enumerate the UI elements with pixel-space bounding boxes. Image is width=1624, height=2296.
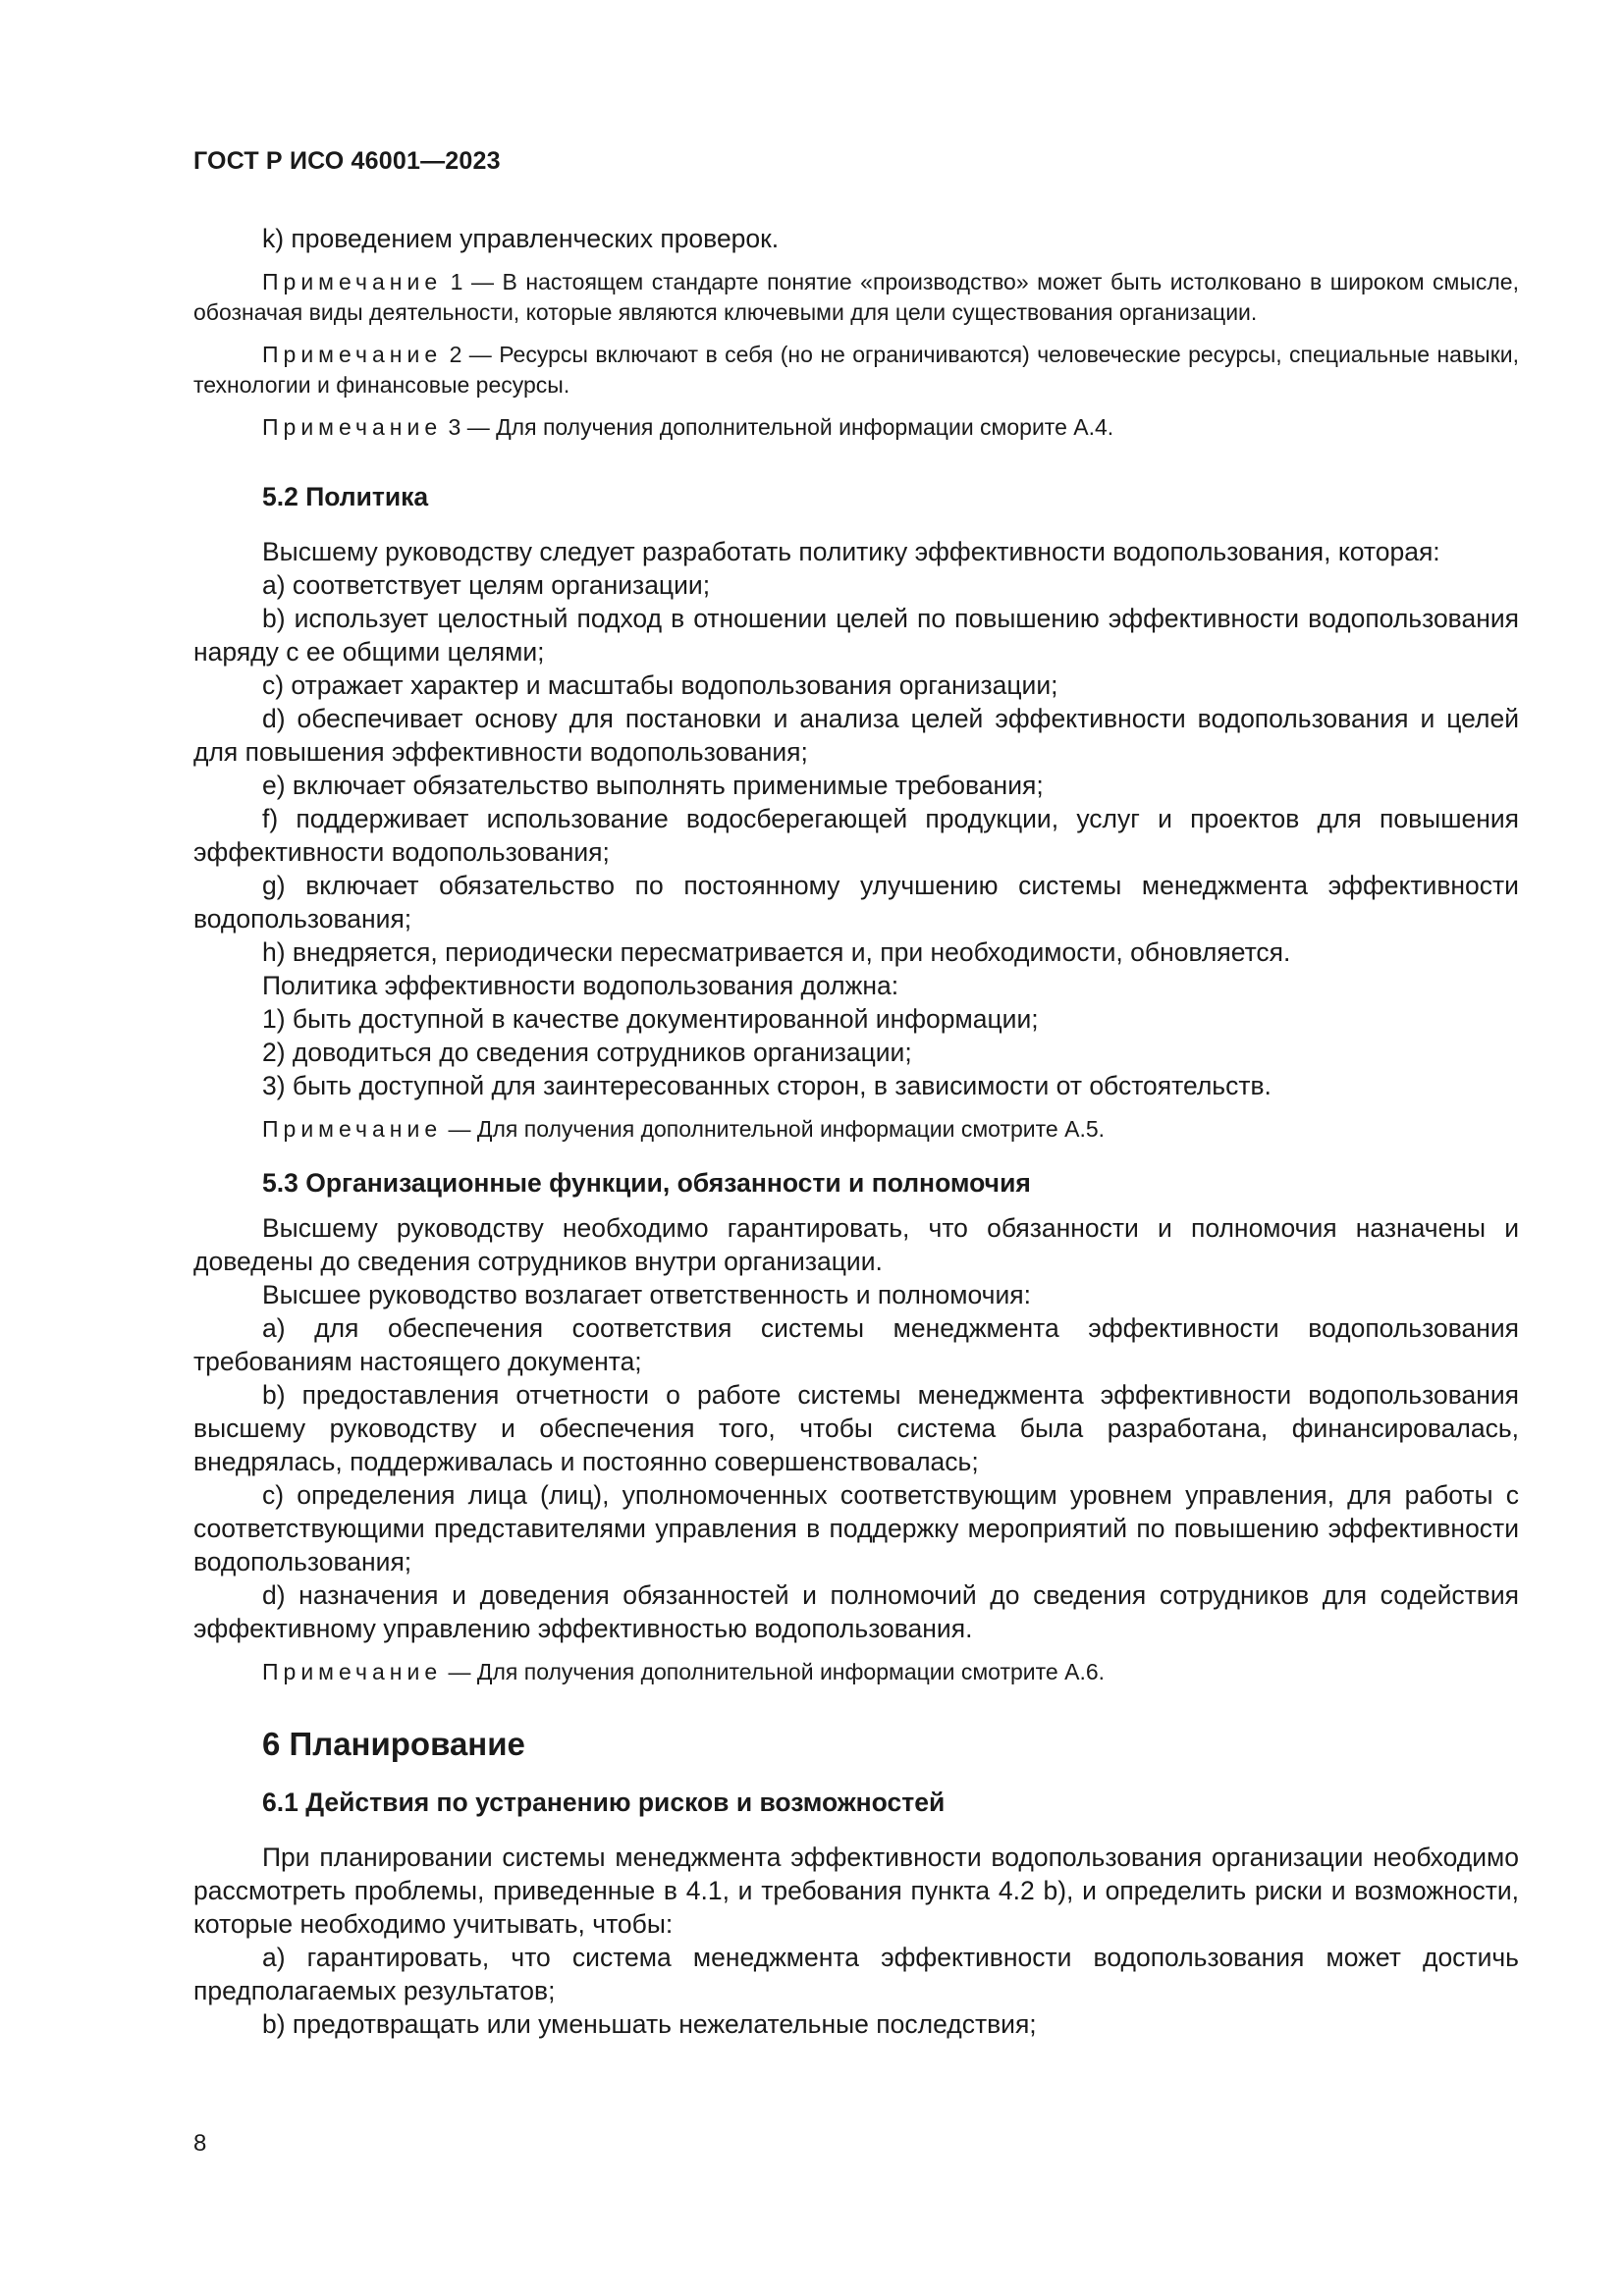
note-text: 3 — Для получения дополнительной информации сморите А.4.	[442, 414, 1114, 440]
list-item: c) отражает характер и масштабы водопользования организации;	[262, 670, 1058, 700]
note-text: — Для получения дополнительной информации смотрите А.6.	[442, 1659, 1106, 1684]
note-2	[193, 340, 1519, 400]
note-label: Примечание	[262, 1116, 443, 1142]
list-item: b) предотвращать или уменьшать нежелательные последствия;	[262, 2009, 1037, 2039]
list-item: b) предоставления отчетности о работе системы менеджмента эффективности водопользования высшему руководству и обеспечения того, чтобы система была разработана, финансировалась, внедрялась, поддерживалась и постоянно совершенствовалась;	[193, 1380, 1519, 1476]
list-item: c) определения лица (лиц), уполномоченных соответствующим уровнем управления, для работы с соответствующими представителями управления в поддержку мероприятий по повышению эффективности водопользования;	[193, 1480, 1519, 1576]
list-item: 1) быть доступной в качестве документированной информации;	[262, 1004, 1039, 1034]
note-text: — Для получения дополнительной информации смотрите А.5.	[442, 1116, 1106, 1142]
section-heading-6: 6 Планирование	[262, 1726, 525, 1762]
paragraph: Политика эффективности водопользования должна:	[262, 971, 899, 1000]
list-item: a) для обеспечения соответствия системы менеджмента эффективности водопользования требованиям настоящего документа;	[193, 1313, 1519, 1376]
list-item: 2) доводиться до сведения сотрудников организации;	[262, 1038, 912, 1067]
list-item: g) включает обязательство по постоянному улучшению системы менеджмента эффективности водопользования;	[193, 871, 1519, 934]
list-item: d) назначения и доведения обязанностей и полномочий до сведения сотрудников для содействия эффективному управлению эффективностью водопользования.	[193, 1580, 1519, 1643]
note-label: Примечание	[262, 1659, 443, 1684]
paragraph: При планировании системы менеджмента эффективности водопользования организации необходимо рассмотреть проблемы, приведенные в 4.1, и требования пункта 4.2 b), и определить риски и возможности, которые необходимо учитывать, чтобы:	[193, 1842, 1519, 1939]
note-label: Примечание	[262, 342, 443, 367]
list-item: b) использует целостный подход в отношении целей по повышению эффективности водопользования наряду с ее общими целями;	[193, 604, 1519, 667]
note-5	[193, 1657, 1519, 1687]
list-item: 3) быть доступной для заинтересованных сторон, в зависимости от обстоятельств.	[262, 1071, 1272, 1100]
section-heading-5-2: 5.2 Политика	[262, 482, 429, 511]
document-header: ГОСТ Р ИСО 46001—2023	[193, 147, 501, 175]
section-heading-5-3: 5.3 Организационные функции, обязанности и полномочия	[262, 1168, 1031, 1198]
note-label: Примечание	[262, 269, 443, 294]
section-heading-6-1: 6.1 Действия по устранению рисков и возможностей	[262, 1788, 946, 1817]
page-content	[193, 222, 1519, 2041]
page-number: 8	[193, 2130, 207, 2157]
list-item: f) поддерживает использование водосберегающей продукции, услуг и проектов для повышения эффективности водопользования;	[193, 804, 1519, 867]
list-item: h) внедряется, периодически пересматривается и, при необходимости, обновляется.	[262, 937, 1291, 967]
note-label: Примечание	[262, 414, 443, 440]
list-item-k: k) проведением управленческих проверок.	[262, 224, 780, 253]
paragraph: Высшему руководству необходимо гарантировать, что обязанности и полномочия назначены и доведены до сведения сотрудников внутри организации.	[193, 1213, 1519, 1276]
list-item: a) соответствует целям организации;	[262, 570, 711, 600]
note-text: 2 — Ресурсы включают в себя (но не ограничиваются) человеческие ресурсы, специальные навыки, технологии и финансовые ресурсы.	[193, 342, 1519, 398]
list-item: d) обеспечивает основу для постановки и анализа целей эффективности водопользования и целей для повышения эффективности водопользования;	[193, 704, 1519, 767]
note-3	[193, 412, 1519, 443]
list-item: a) гарантировать, что система менеджмента эффективности водопользования может достичь предполагаемых результатов;	[193, 1943, 1519, 2005]
note-1	[193, 267, 1519, 328]
list-item: e) включает обязательство выполнять применимые требования;	[262, 771, 1044, 800]
paragraph: Высшему руководству следует разработать политику эффективности водопользования, которая:	[262, 537, 1440, 566]
paragraph: Высшее руководство возлагает ответственность и полномочия:	[262, 1280, 1031, 1309]
note-4	[193, 1114, 1519, 1145]
note-text: 1 — В настоящем стандарте понятие «производство» может быть истолковано в широком смысле, обозначая виды деятельности, которые являются ключевыми для цели существования организации.	[193, 269, 1519, 325]
